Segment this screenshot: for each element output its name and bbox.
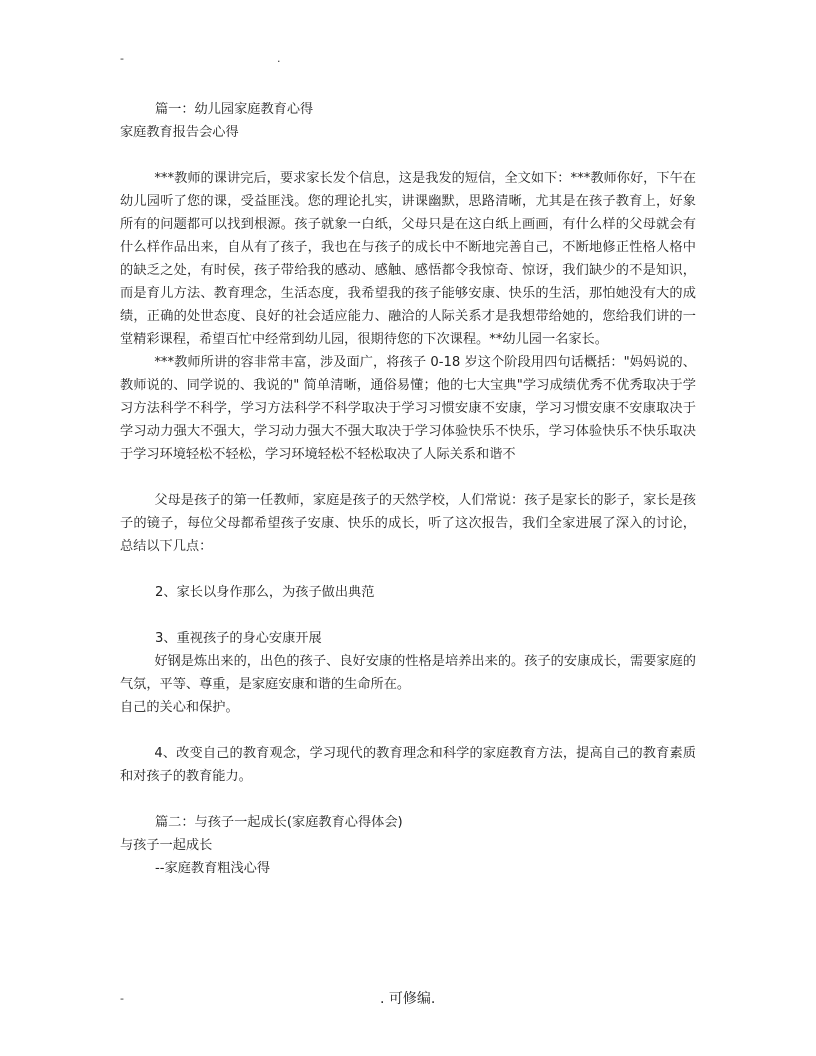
page-header [120, 52, 696, 66]
document-body [120, 98, 696, 880]
paragraph-1: ***教师的课讲完后，要求家长发个信息，这是我发的短信，全文如下：***教师你好，下午在幼儿园听了您的课，受益匪浅。您的理论扎实，讲课幽默，思路清晰，尤其是在孩子教育上，好象所有的问题都可以找到根源。孩子就象一白纸，父母只是在这白纸上画画，有什么样的父母就会有什么样作品出来，自从有了孩子，我也在与孩子的成长中不断地完善自己，不断地修正性格人格中的缺乏之处，有时侯，孩子带给我的感动、感触、感悟都令我惊奇、惊讶，我们缺少的不是知识，而是育儿方法、教育理念，生活态度，我希望我的孩子能够安康、快乐的生活，那怕她没有大的成绩，正确的处世态度、良好的社会适应能力、融洽的人际关系才是我想带给她的，您给我们讲的一堂精彩课程，希望百忙中经常到幼儿园，很期待您的下次课程。**幼儿园一名家长。 [120, 171, 696, 347]
paragraph-3: 父母是孩子的第一任教师，家庭是孩子的天然学校，人们常说：孩子是家长的影子，家长是孩子的镜子，每位父母都希望孩子安康、快乐的成长，听了这次报告，我们全家进展了深入的讨论，总结以下几点： [120, 493, 696, 554]
section2-subtitle-b: --家庭教育粗浅心得 [155, 861, 271, 876]
header-right-mark: . [277, 52, 281, 65]
paragraph-5: 自己的关心和保护。 [120, 700, 239, 715]
paragraph-4: 好钢是炼出来的，出色的孩子、良好安康的性格是培养出来的。孩子的安康成长，需要家庭的气氛，平等、尊重，是家庭安康和谐的生命所在。 [120, 654, 696, 692]
section1-subtitle: 家庭教育报告会心得 [120, 125, 239, 140]
section2-subtitle: 与孩子一起成长 [120, 838, 213, 853]
point-3: 3、重视孩子的身心安康开展 [155, 631, 322, 646]
footer-editable-note: . 可修编. [380, 991, 436, 1007]
section2-title: 篇二：与孩子一起成长(家庭教育心得体会) [155, 815, 403, 830]
point-2: 2、家长以身作那么，为孩子做出典范 [155, 585, 375, 600]
section1-title: 篇一：幼儿园家庭教育心得 [155, 102, 314, 117]
footer-left-mark: - [120, 992, 124, 1005]
page-footer [120, 988, 696, 1008]
paragraph-2: ***教师所讲的容非常丰富，涉及面广，将孩子 0-18 岁这个阶段用四句话概括："妈妈说的、教师说的、同学说的、我说的" 简单清晰，通俗易懂；他的七大宝典"学习成绩优秀不优秀取决于学习方法科学不科学，学习方法科学不科学取决于学习习惯安康不安康，学习习惯安康不安康取决于学习动力强大不强大，学习动力强大不强大取决于学习体验快乐不快乐，学习体验快乐不快乐取决于学习环境轻松不轻松，学习环境轻松不轻松取决了人际关系和谐不 [120, 355, 696, 462]
header-left-mark: - [120, 52, 124, 65]
point-4: 4、改变自己的教育观念，学习现代的教育理念和科学的家庭教育方法，提高自己的教育素质和对孩子的教育能力。 [120, 746, 696, 784]
